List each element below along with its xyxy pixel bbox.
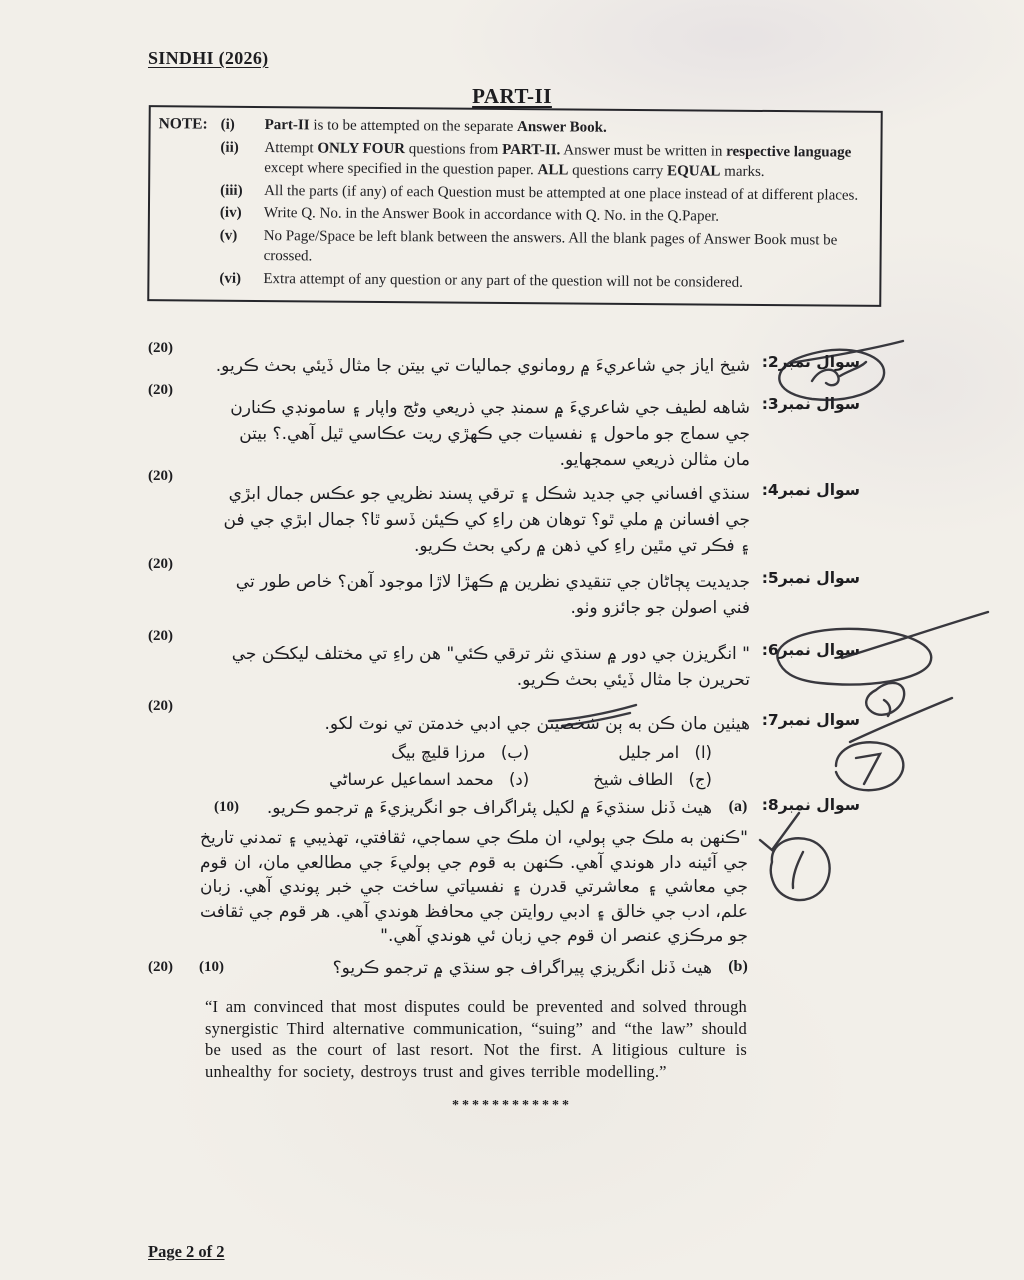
q5-text: جديديت پڄاڻان جي تنقيدي نظرين ۾ ڪهڙا لاڙا موجود آهن؟ خاص طور تي فني اصولن جو جائزو وٺو.: [235, 572, 750, 618]
note-item-6-text: Extra attempt of any question or any part of the question will not be considered.: [263, 270, 743, 291]
note-item-3-number: (iii): [220, 182, 243, 199]
q7-option-d-key: (د): [509, 770, 530, 789]
q7-text-cell: [214, 698, 750, 793]
q7-option-c: [593, 767, 712, 793]
q4-label: سوال نمبر4:: [761, 481, 860, 499]
q7-options: [214, 740, 712, 793]
part-title: PART-II: [472, 84, 552, 108]
note-item-4: [158, 202, 870, 228]
q7-option-b: [329, 740, 529, 766]
q2-text: شيخ اياز جي شاعريءَ ۾ رومانوي جماليات تي بيتن جا مثال ڏيئي بحث ڪريو.: [215, 356, 750, 376]
q8b-marks: (10): [199, 959, 224, 975]
question-3: [148, 382, 860, 473]
question-8-part-b-row: [148, 956, 860, 980]
q4-text: سنڌي افساني جي جديد شڪل ۽ ترقي پسند نظريي جو عڪس جمال ابڙي جي افسانن ۾ ملي ٿو؟ توهان هن راءِ کي ڪيئن ڏسو ٿا؟ جمال ابڙي جي فن ۽ فڪر تي مٿين راءِ کي ذهن ۾ رکي بحث ڪريو.: [223, 484, 750, 556]
note-item-5-text: No Page/Space be left blank between the answers. All the blank pages of Answer Book must be crossed.: [263, 227, 838, 265]
note-label: NOTE:: [158, 115, 208, 133]
q7-option-a: [593, 740, 712, 766]
q8a-marks: (10): [214, 799, 239, 815]
q5-marks: (20): [148, 556, 173, 572]
q2-label: سوال نمبر2:: [761, 353, 860, 371]
note-item-2-number: (ii): [220, 139, 239, 156]
note-item-5-number: (v): [219, 227, 238, 244]
q8b-key: (b): [728, 958, 748, 975]
q6-marks: (20): [148, 628, 173, 644]
q8a-key: (a): [728, 798, 748, 815]
asterisk-divider: ************: [452, 1098, 572, 1113]
note-item-3: [158, 180, 870, 206]
note-item-2-text: Attempt ONLY FOUR questions from PART-II. Answer must be written in respective language except where specified in the question paper. ALL questions carry EQUAL marks.: [264, 139, 852, 180]
note-box: [147, 105, 883, 307]
note-item-2: [158, 137, 870, 184]
q7-option-a-key: (ا): [694, 743, 712, 762]
q8a-sindhi-paragraph: "ڪنهن به ملڪ جي ٻولي، ان ملڪ جي سماجي، ثقافتي، تهذيبي ۽ تمدني تاريخ جي آئينه دار هوندي آهي. ڪنهن به قوم جي ٻوليءَ جي مطالعي مان، ان قوم جي معاشي ۽ معاشرتي قدرن ۽ نفسياتي ساخت جي خبر پوندي آهي. زبان علم، ادب جي خالق ۽ ادبي روايتن جي محافظ هوندي آهي. هر قوم جي ثقافت جو مرڪزي عنصر ان قوم جي زبان ئي هوندي آهي.": [200, 828, 748, 946]
q4-marks: (20): [148, 468, 173, 484]
q7-text: هيٺين مان ڪن به ٻن شخصيتن جي ادبي خدمتن تي نوٽ لکو.: [324, 714, 750, 734]
q7-option-a-name: امر جليل: [618, 743, 680, 762]
note-item-1-number: (i): [220, 116, 235, 133]
exam-subject-title: SINDHI (2026): [148, 48, 269, 68]
note-item-4-text: Write Q. No. in the Answer Book in accordance with Q. No. in the Q.Paper.: [263, 205, 720, 225]
question-8-part-a-row: [148, 796, 860, 820]
note-item-3-text: All the parts (if any) of each Question must be attempted at one place instead of at different places.: [264, 182, 859, 204]
q7-option-c-name: الطاف شيخ: [593, 770, 674, 789]
question-4: [148, 468, 860, 559]
q6-handwritten-diagonal-line: [842, 612, 988, 658]
q7-marks: (20): [148, 698, 173, 714]
note-item-5: [158, 225, 870, 272]
q8-handwritten-numeral: [793, 852, 803, 888]
note-item-1-text: Part-II is to be attempted on the separate Answer Book.: [264, 117, 607, 136]
note-item-6-number: (vi): [219, 270, 242, 287]
q6-handwritten-scribble: [866, 683, 904, 716]
page-footer: Page 2 of 2: [148, 1242, 225, 1261]
q7-handwritten-check-line: [850, 698, 952, 742]
q3-marks: (20): [148, 382, 173, 398]
q8-label: سوال نمبر8:: [761, 796, 860, 814]
q8b-english-paragraph: “I am convinced that most disputes could be prevented and solved through synergistic Third alternative communication, “suing” and “the law” should be used as the court of last resort. Not the first. A litigious culture is unhealthy for society, destroys trust and gives terrible modelling.”: [205, 997, 747, 1081]
note-item-1: [159, 114, 871, 140]
q7-option-b-key: (ب): [500, 743, 530, 762]
note-item-4-number: (iv): [219, 204, 242, 221]
q5-label: سوال نمبر5:: [761, 569, 860, 587]
q8b-prompt: هيٺ ڏنل انگريزي پيراگراف جو سنڌي ۾ ترجمو ڪريو؟: [332, 958, 712, 978]
q7-option-d-name: محمد اسماعيل عرساڻي: [329, 770, 494, 789]
question-2: [148, 340, 860, 379]
q7-option-b-name: مرزا قليچ بيگ: [391, 743, 486, 762]
question-7: [148, 698, 860, 793]
q8-handwritten-circle: [771, 838, 830, 900]
note-item-6: [157, 268, 869, 294]
q2-marks: (20): [148, 340, 173, 356]
question-6: [148, 628, 860, 693]
q3-text: شاهه لطيف جي شاعريءَ ۾ سمنڊ جي ذريعي وڻج واپار ۽ سامونڊي ڪنارن جي سماج جو ماحول ۽ نفسيات جي ڪهڙي ريت عڪاسي ٿيل آهي.؟ بيتن مان مثالن ذريعي سمجهايو.: [230, 398, 750, 470]
q7-option-d: [329, 767, 529, 793]
q6-text: " انگريزن جي دور ۾ سنڌي نثر ترقي ڪئي" هن راءِ تي مختلف ليکڪن جي تحريرن جا مثال ڏيئي بحث ڪريو.: [231, 644, 750, 690]
q7-option-c-key: (ج): [688, 770, 712, 789]
q3-label: سوال نمبر3:: [761, 395, 860, 413]
q7-label: سوال نمبر7:: [761, 711, 860, 729]
q6-label: سوال نمبر6:: [761, 641, 860, 659]
question-5: [148, 556, 860, 621]
q8a-prompt: هيٺ ڏنل سنڌيءَ ۾ لکيل پئراگراف جو انگريزيءَ ۾ ترجمو ڪريو.: [266, 798, 712, 818]
q8b-total-marks: (20): [148, 959, 173, 975]
